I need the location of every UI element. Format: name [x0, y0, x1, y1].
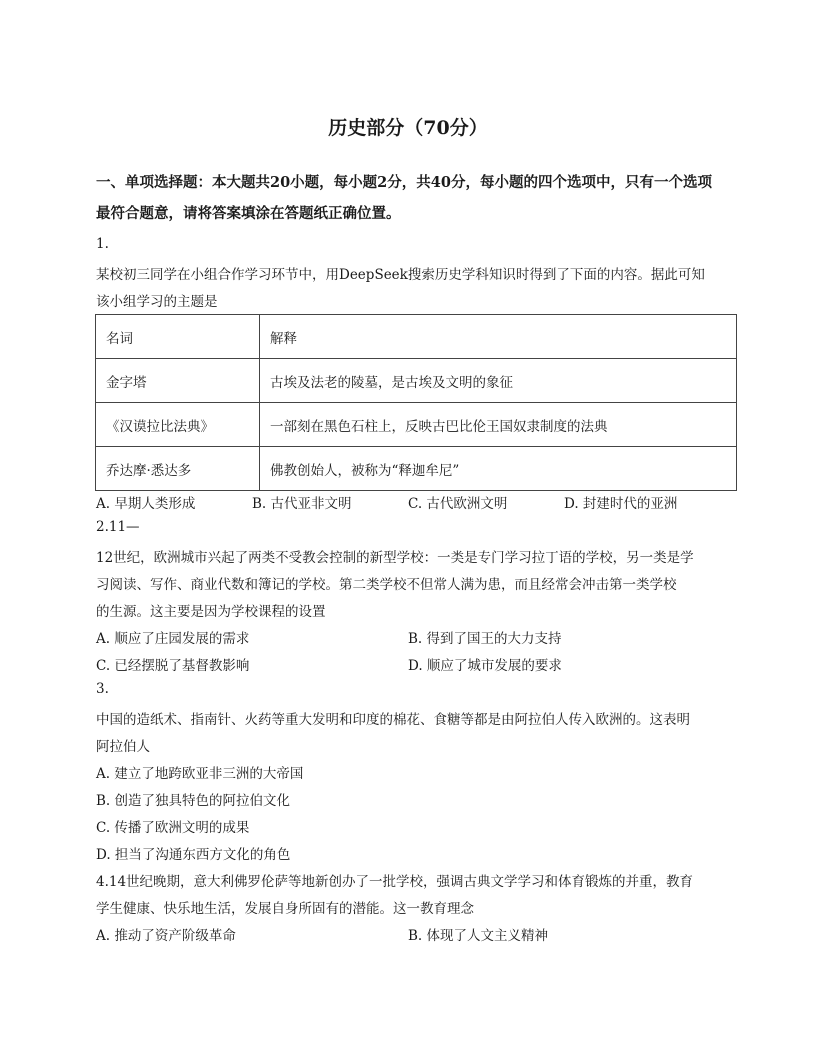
q1-stem-line2: 该小组学习的主题是: [96, 294, 218, 310]
q1-option-a: A. 早期人类形成: [96, 496, 196, 512]
table-row: [96, 359, 737, 403]
q1-option-b: B. 古代亚非文明: [252, 496, 352, 512]
q2-option-a: A. 顺应了庄园发展的需求: [96, 631, 250, 647]
table-cell-explanation: 古埃及法老的陵墓，是古埃及文明的象征: [260, 359, 737, 403]
q2-number: 2.11—: [96, 519, 140, 535]
q4-stem-line2: 学生健康、快乐地生活，发展自身所固有的潜能。这一教育理念: [96, 901, 474, 917]
table-row: [96, 447, 737, 491]
q2-option-b: B. 得到了国王的大力支持: [408, 631, 562, 647]
q1-table: [95, 314, 737, 491]
q2-stem-line2: 习阅读、写作、商业代数和簿记的学校。第二类学校不但常人满为患，而且经常会冲击第一类学校: [96, 577, 677, 593]
q1-option-c: C. 古代欧洲文明: [408, 496, 508, 512]
table-cell-term: 乔达摩·悉达多: [96, 447, 260, 491]
q3-stem-line1: 中国的造纸术、指南针、火药等重大发明和印度的棉花、食糖等都是由阿拉伯人传入欧洲的。这表明: [96, 712, 690, 728]
q2-option-d: D. 顺应了城市发展的要求: [408, 658, 562, 674]
table-header-term: 名词: [96, 315, 260, 359]
q3-stem-line2: 阿拉伯人: [96, 739, 150, 755]
q2-option-c: C. 已经摆脱了基督教影响: [96, 658, 250, 674]
table-header-row: [96, 315, 737, 359]
table-row: [96, 403, 737, 447]
q1-option-d: D. 封建时代的亚洲: [564, 496, 678, 512]
q3-option-d: D. 担当了沟通东西方文化的角色: [96, 847, 291, 863]
q4-stem-line1: 4.14世纪晚期，意大利佛罗伦萨等地新创办了一批学校，强调古典文学学习和体育锻炼的并重，教育: [96, 874, 694, 890]
section-heading: 一、单项选择题：本大题共20小题，每小题2分，共40分，每小题的四个选项中，只有一个选项最符合题意，请将答案填涂在答题纸正确位置。: [96, 174, 712, 222]
q3-option-b: B. 创造了独具特色的阿拉伯文化: [96, 793, 291, 809]
q1-stem-line1: 某校初三同学在小组合作学习环节中，用DeepSeek搜索历史学科知识时得到了下面的内容。据此可知: [96, 267, 705, 283]
q3-option-a: A. 建立了地跨欧亚非三洲的大帝国: [96, 766, 304, 782]
q4-option-a: A. 推动了资产阶级革命: [96, 928, 236, 944]
page-title: 历史部分（70分）: [328, 117, 488, 139]
q3-number: 3.: [96, 681, 109, 697]
table-cell-explanation: 佛教创始人，被称为“释迦牟尼”: [260, 447, 737, 491]
table-cell-explanation: 一部刻在黑色石柱上，反映古巴比伦王国奴隶制度的法典: [260, 403, 737, 447]
q3-option-c: C. 传播了欧洲文明的成果: [96, 820, 250, 836]
table-cell-term: 《汉谟拉比法典》: [96, 403, 260, 447]
q1-number: 1.: [96, 236, 109, 252]
table-header-explanation: 解释: [260, 315, 737, 359]
q4-option-b: B. 体现了人文主义精神: [408, 928, 549, 944]
table-cell-term: 金字塔: [96, 359, 260, 403]
q2-stem-line3: 的生源。这主要是因为学校课程的设置: [96, 604, 326, 620]
q2-stem-line1: 12世纪，欧洲城市兴起了两类不受教会控制的新型学校：一类是专门学习拉丁语的学校，另一类是学: [96, 550, 694, 566]
